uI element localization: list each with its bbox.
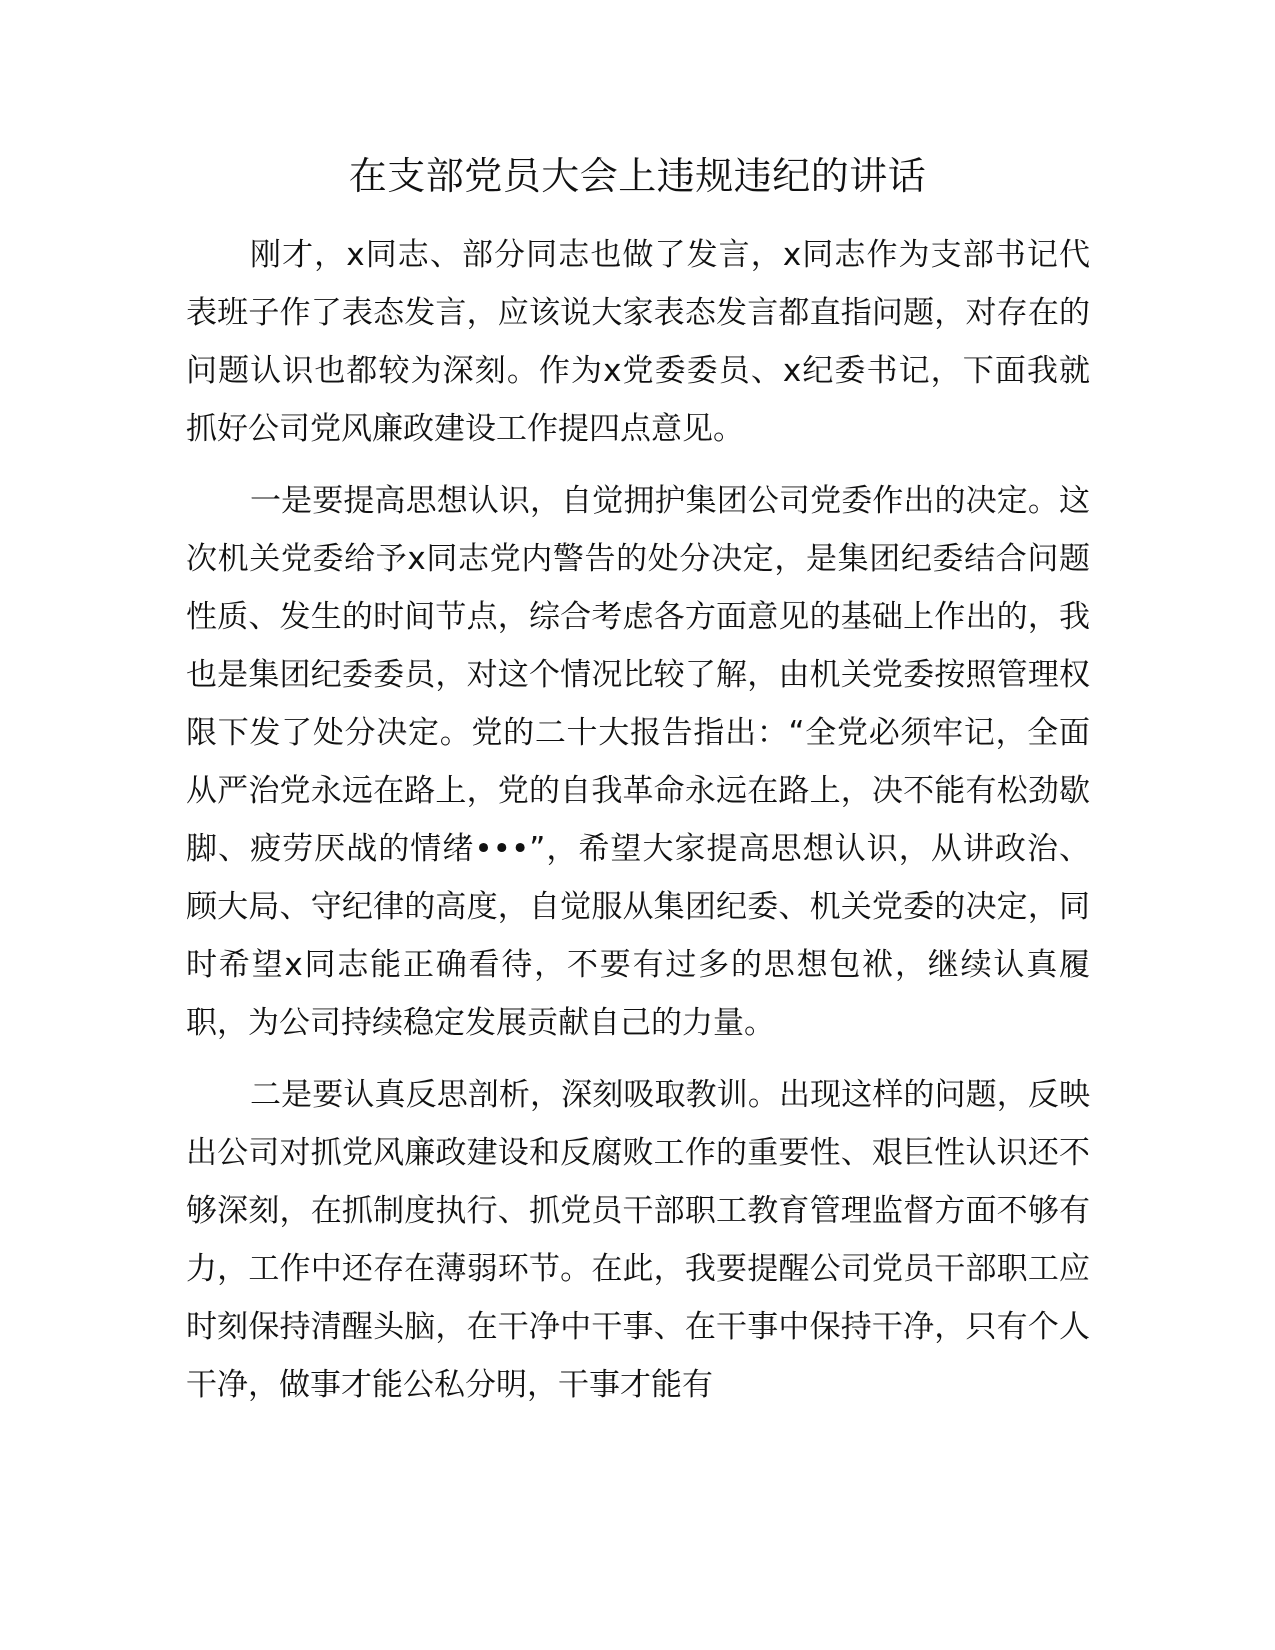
paragraph-point-two: 二是要认真反思剖析，深刻吸取教训。出现这样的问题，反映出公司对抓党风廉政建设和反腐败工作的重要性、艰巨性认识还不够深刻，在抓制度执行、抓党员干部职工教育管理监督方面不够有力，工作中还存在薄弱环节。在此，我要提醒公司党员干部职工应时刻保持清醒头脑，在干净中干事、在干事中保持干净，只有个人干净，做事才能公私分明，干事才能有 <box>186 1077 1090 1403</box>
document-title: 在支部党员大会上违规违纪的讲话 <box>348 154 927 198</box>
document-body <box>186 226 1090 1428</box>
paragraph-point-one: 一是要提高思想认识，自觉拥护集团公司党委作出的决定。这次机关党委给予x同志党内警告的处分决定，是集团纪委结合问题性质、发生的时间节点，综合考虑各方面意见的基础上作出的，我也是集团纪委委员，对这个情况比较了解，由机关党委按照管理权限下发了处分决定。党的二十大报告指出：“全党必须牢记，全面从严治党永远在路上，党的自我革命永远在路上，决不能有松劲歇脚、疲劳厌战的情绪•••”，希望大家提高思想认识，从讲政治、顾大局、守纪律的高度，自觉服从集团纪委、机关党委的决定，同时希望x同志能正确看待，不要有过多的思想包袱，继续认真履职，为公司持续稳定发展贡献自己的力量。 <box>186 483 1090 1041</box>
paragraph-intro: 刚才，x同志、部分同志也做了发言，x同志作为支部书记代表班子作了表态发言，应该说大家表态发言都直指问题，对存在的问题认识也都较为深刻。作为x党委委员、x纪委书记，下面我就抓好公司党风廉政建设工作提四点意见。 <box>186 237 1090 447</box>
